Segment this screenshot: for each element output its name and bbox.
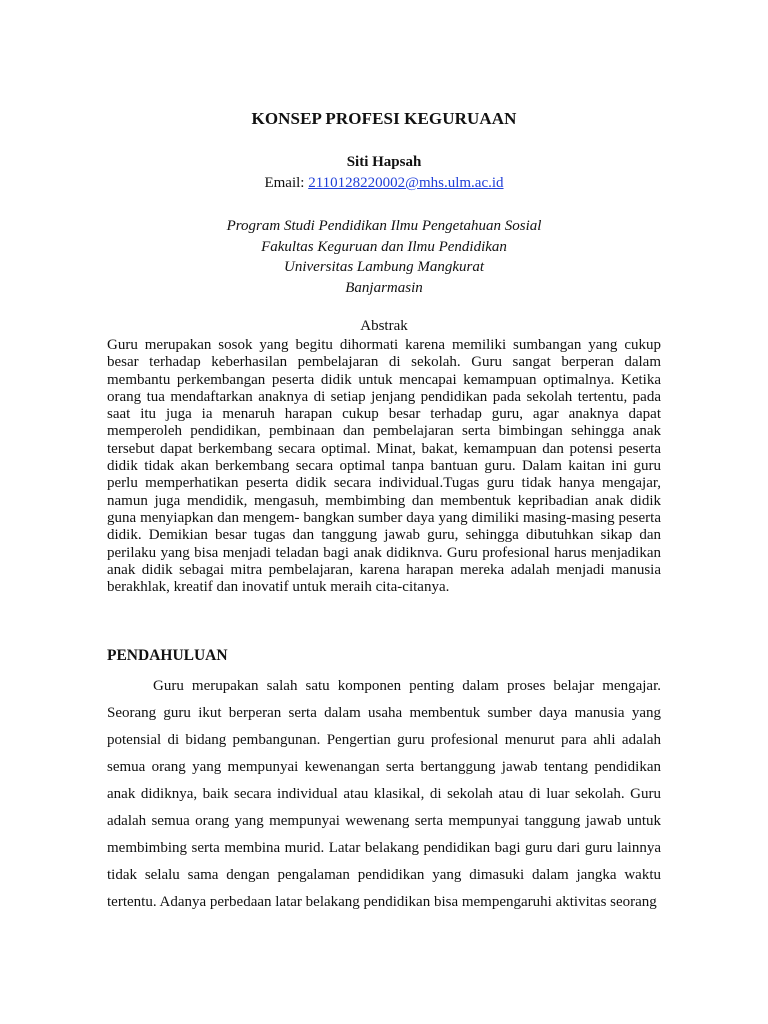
author-email-line: [107, 175, 661, 192]
introduction-paragraph: Guru merupakan salah satu komponen penting dalam proses belajar mengajar. Seorang guru ikut berperan serta dalam usaha membentuk sumber daya manusia yang potensial di bidang pembangunan. Pengertian guru profesional menurut para ahli adalah semua orang yang mempunyai kewenangan serta bertanggung jawab tentang pendidikan anak didiknya, baik secara individual atau klasikal, di sekolah atau di luar sekolah. Guru adalah semua orang yang mempunyai wewenang serta mempunyai tanggung jawab untuk membimbing serta membina murid. Latar belakang pendidikan bagi guru dari guru lainnya tidak selalu sama dengan pengalaman pendidikan yang dimasuki dalam jangka waktu tertentu. Adanya perbedaan latar belakang pendidikan bisa mempengaruhi aktivitas seorang: [107, 678, 661, 910]
abstract-text: Guru merupakan sosok yang begitu dihormati karena memiliki sumbangan yang cukup besar terhadap keberhasilan pembelajaran di sekolah. Guru sangat berperan dalam membantu perkembangan peserta didik untuk mencapai kemampuan optimalnya. Ketika orang tua mendaftarkan anaknya di setiap jenjang pendidikan pada sekolah tertentu, pada saat itu juga ia menaruh harapan cukup besar terhadap guru, agar anaknya dapat memperoleh pendidikan, pembinaan dan pembelajaran serta bimbingan sehingga anak tersebut dapat berkembang secara optimal. Minat, bakat, kemampuan dan potensi peserta didik tidak akan berkembang secara optimal tanpa bantuan guru. Dalam kaitan ini guru perlu memperhatikan peserta didik secara individual.Tugas guru tidak hanya mengajar, namun juga mendidik, mengasuh, membimbing dan membentuk kepribadian anak didik guna menyiapkan dan mengem- bangkan sumber daya yang dimiliki masing-masing peserta didik. Demikian besar tugas dan tanggung jawab guru, sehingga dibutuhkan sikap dan perilaku yang bisa menjadi teladan bagi anak didiknva. Guru profesional harus menjadikan anak didik sebagai mitra pembelajaran, karena harapan mereka adalah menjadi manusia berakhlak, kreatif dan inovatif untuk meraih cita-citanya.: [107, 337, 661, 596]
affiliation-university: Universitas Lambung Mangkurat: [284, 259, 484, 276]
affiliation-program: Program Studi Pendidikan Ilmu Pengetahuan Sosial: [226, 218, 542, 234]
email-label: Email:: [264, 175, 309, 191]
section-heading-pendahuluan: PENDAHULUAN: [107, 647, 228, 664]
affiliation-faculty: Fakultas Keguruan dan Ilmu Pendidikan: [261, 238, 507, 255]
author-name: Siti Hapsah: [346, 154, 422, 170]
abstract-heading: Abstrak: [360, 318, 408, 334]
email-link[interactable]: 2110128220002@mhs.ulm.ac.id: [308, 175, 504, 191]
affiliation-block: [107, 216, 661, 298]
paper-title: KONSEP PROFESI KEGURUAAN: [251, 109, 517, 128]
affiliation-city: Banjarmasin: [345, 279, 423, 296]
